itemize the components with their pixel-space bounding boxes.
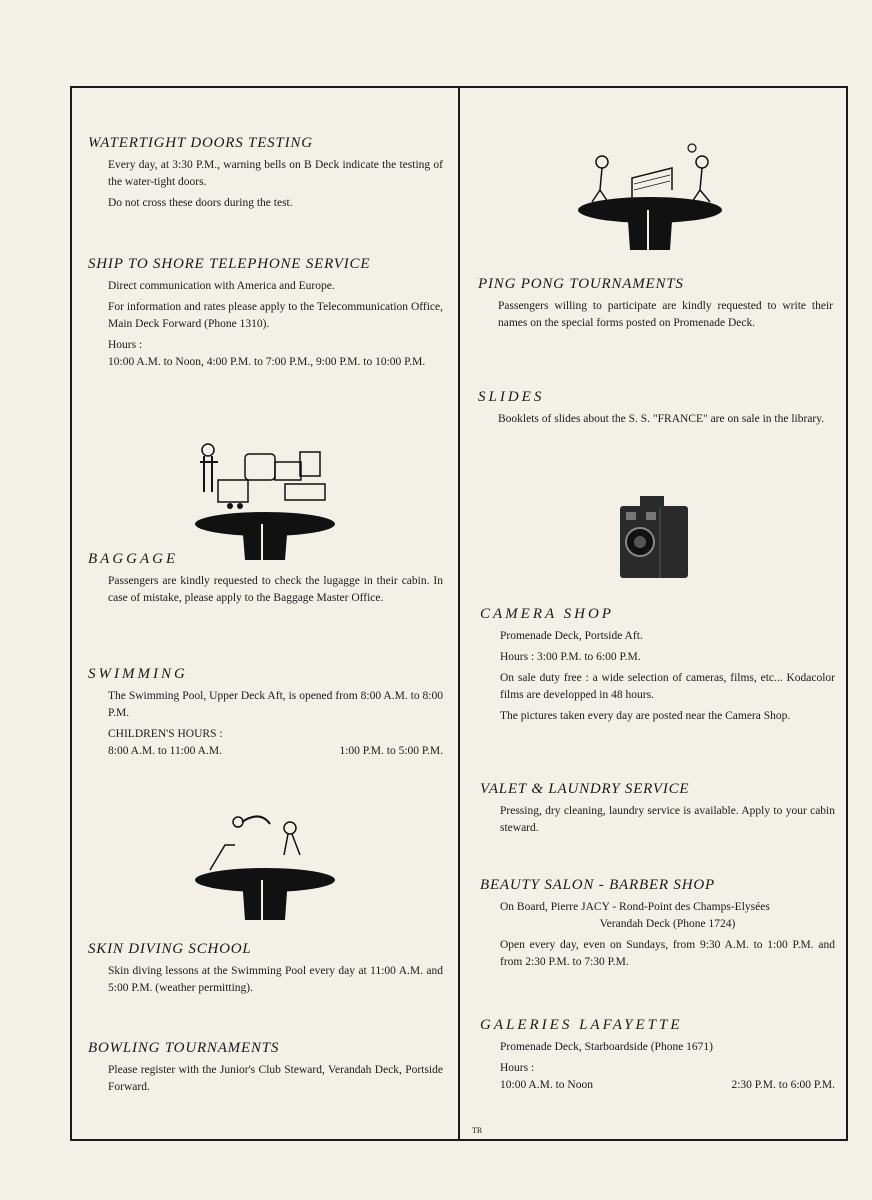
column-divider xyxy=(458,86,460,1141)
paragraph: Verandah Deck (Phone 1724) xyxy=(599,918,736,930)
paragraph: Promenade Deck, Portside Aft. xyxy=(500,630,643,642)
paragraph: For information and rates please apply to the Telecommunication Office, Main Deck Forward (Phone 1310). xyxy=(108,301,443,330)
section-telephone xyxy=(88,256,443,375)
section-bowling xyxy=(88,1040,443,1100)
paragraph: Open every day, even on Sundays, from 9:30 A.M. to 1:00 P.M. and from 2:30 P.M. to 7:30 P.M. xyxy=(500,939,835,968)
section-title: SWIMMING xyxy=(88,666,188,682)
paragraph: Do not cross these doors during the test. xyxy=(108,197,293,209)
paragraph: Direct communication with America and Europe. xyxy=(108,280,335,292)
paragraph: Please register with the Junior's Club Steward, Verandah Deck, Portside Forward. xyxy=(108,1064,443,1093)
section-valet-laundry xyxy=(480,781,835,841)
section-title: CAMERA SHOP xyxy=(480,606,614,622)
paragraph: Booklets of slides about the S. S. "FRANCE" are on sale in the library. xyxy=(498,413,825,425)
hours-value: 2:30 P.M. to 6:00 P.M. xyxy=(731,1079,835,1091)
section-title: WATERTIGHT DOORS TESTING xyxy=(88,135,313,151)
hours-value: 10:00 A.M. to Noon xyxy=(500,1079,593,1091)
section-title: BAGGAGE xyxy=(88,551,179,567)
paragraph: The Swimming Pool, Upper Deck Aft, is opened from 8:00 A.M. to 8:00 P.M. xyxy=(108,690,443,719)
ping-pong-illustration xyxy=(572,140,727,255)
paragraph: The pictures taken every day are posted near the Camera Shop. xyxy=(500,710,791,722)
paragraph: Passengers are kindly requested to check the lugagge in their cabin. In case of mistake, please apply to the Baggage Master Office. xyxy=(108,575,443,604)
section-title: SLIDES xyxy=(478,389,545,405)
hours-value: 8:00 A.M. to 11:00 A.M. xyxy=(108,745,222,757)
section-skin-diving xyxy=(88,941,443,1001)
section-title: BEAUTY SALON - BARBER SHOP xyxy=(480,877,715,893)
paragraph: Hours : 3:00 P.M. to 6:00 P.M. xyxy=(500,651,641,663)
section-camera-shop xyxy=(480,606,835,729)
section-beauty-salon xyxy=(480,877,835,975)
paragraph: Passengers willing to participate are kindly requested to write their names on the special forms posted on Promenade Deck. xyxy=(498,300,833,329)
paragraph: 10:00 A.M. to Noon, 4:00 P.M. to 7:00 P.M., 9:00 P.M. to 10:00 P.M. xyxy=(108,356,426,368)
section-watertight-doors xyxy=(88,135,443,216)
section-title: SHIP TO SHORE TELEPHONE SERVICE xyxy=(88,256,371,272)
paragraph: Pressing, dry cleaning, laundry service is available. Apply to your cabin steward. xyxy=(500,805,835,834)
paragraph: Hours : xyxy=(108,339,143,351)
paragraph: CHILDREN'S HOURS : xyxy=(108,728,223,740)
camera-illustration xyxy=(618,494,690,580)
section-title: GALERIES LAFAYETTE xyxy=(480,1017,683,1033)
section-slides xyxy=(478,389,833,432)
paragraph: On Board, Pierre JACY - Rond-Point des Champs-Elysées xyxy=(500,901,770,913)
paragraph: Promenade Deck, Starboardside (Phone 1671) xyxy=(500,1041,714,1053)
section-ping-pong xyxy=(478,276,833,336)
section-galeries-lafayette xyxy=(480,1017,835,1094)
hours-value: 1:00 P.M. to 5:00 P.M. xyxy=(339,745,443,757)
baggage-illustration xyxy=(190,432,340,567)
paragraph: Every day, at 3:30 P.M., warning bells on B Deck indicate the testing of the water-tight doors. xyxy=(108,159,443,188)
paragraph: On sale duty free : a wide selection of cameras, films, etc... Kodacolor films are developped in 48 hours. xyxy=(500,672,835,701)
printer-mark: TR xyxy=(472,1126,483,1135)
section-title: SKIN DIVING SCHOOL xyxy=(88,941,252,957)
paragraph: Hours : xyxy=(500,1062,535,1074)
paragraph: Skin diving lessons at the Swimming Pool every day at 11:00 A.M. and 5:00 P.M. (weather permitting). xyxy=(108,965,443,994)
section-baggage xyxy=(88,551,443,611)
section-swimming xyxy=(88,666,443,760)
section-title: VALET & LAUNDRY SERVICE xyxy=(480,781,690,797)
swimming-illustration xyxy=(190,800,340,925)
section-title: BOWLING TOURNAMENTS xyxy=(88,1040,280,1056)
section-title: PING PONG TOURNAMENTS xyxy=(478,276,684,292)
